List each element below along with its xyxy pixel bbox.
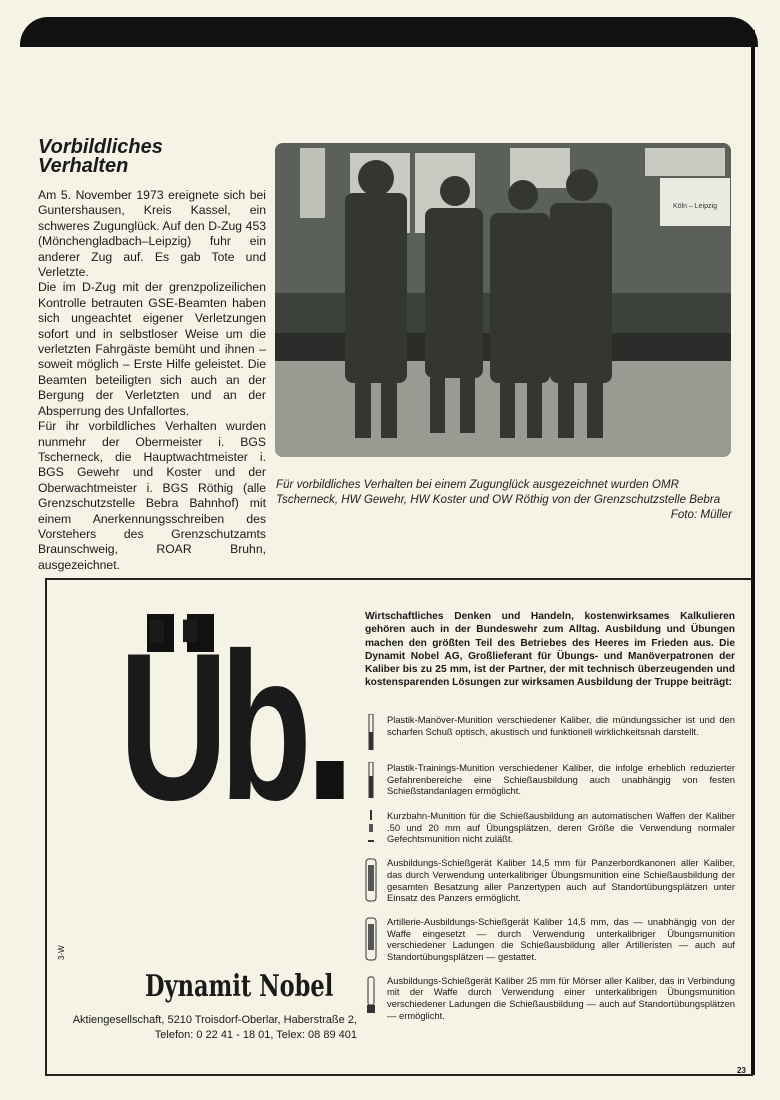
brand-logo: Dynamit Nobel [145,969,334,1004]
top-header-bar [20,17,758,47]
logo-period [316,761,343,799]
article-title: Vorbildliches Verhalten [38,136,163,177]
article-paragraph: Die im D-Zug mit der grenzpolizeilichen Kontrolle betrauten GSE-Beamten haben sich ungeachtet eigener Verletzungen sofort und in selbstloser Weise um die verletzten Fahrgäste bemüht und ihnen – soweit möglich – Erste Hilfe geleistet. Die Beamten beteiligten sich auch an der Bergung der Verletzten und an der Absperrung des Unfallortes. [38,280,266,418]
product-description: Kurzbahn-Munition für die Schießausbildung an automatischen Waffen der Kaliber .50 und 20 mm auf Übungsplätzen, deren Größe die Verwendung normaler Gefechtsmunition nicht zuläßt. [387,810,735,845]
ad-intro: Wirtschaftliches Denken und Handeln, kostenwirksames Kalkulieren gehören auch in der Bundeswehr zum Alltag. Ausbildung und Übungen machen den größten Teil des Betriebes des Heeres im Frieden aus. Die Dynamit Nobel AG, Großlieferant für Übungs- und Manöverpatronen der Kaliber bis zu 25 mm, ist der Partner, der mit technisch überzeugenden und kostensparenden Lösungen zur wirksamen Ausbildung der Truppe beiträgt: [365,611,735,689]
product-item [365,975,735,1022]
short-range-round-icon [365,810,377,845]
product-item [365,857,735,904]
company-address [52,1013,357,1043]
photo-officers-at-train [275,143,731,457]
dynamit-nobel-advertisement [45,578,753,1076]
photo-caption [276,477,732,522]
article-paragraph: Am 5. November 1973 ereignete sich bei Guntershausen, Kreis Kassel, ein schweres Zugunglück. Auf den D-Zug 453 (Mönchengladbach–Leipzig) fuhr ein anderer Zug auf. Es gab Tote und Verletzte. [38,188,266,280]
ad-code: 3-W [57,945,66,960]
contact-line: Telefon: 0 22 41 - 18 01, Telex: 08 89 401 [154,1029,357,1041]
training-device-icon [365,857,377,904]
product-list [365,714,735,1022]
product-description: Ausbildungs-Schießgerät Kaliber 25 mm für Mörser aller Kaliber, das in Verbindung mit der Waffe durch Verwendung einer unterkalibrigen Übungsmunition verschiedener Ladungen die Schießausbildung — auch auf Standortübungsplätzen — ermöglicht. [387,974,735,1021]
product-item [365,714,735,750]
ad-logo-ub [119,609,344,844]
product-item [365,762,735,798]
cartridge-icon [365,762,377,798]
mortar-device-icon [365,975,377,1022]
address-line: Aktiengesellschaft, 5210 Troisdorf-Oberlar, Haberstraße 2, [72,1014,357,1026]
cartridge-icon [365,714,377,750]
article-body [38,188,266,573]
product-description: Plastik-Trainings-Munition verschiedener Kaliber, die infolge erheblich reduzierter Gefahrenbereiche eine Schießausbildung auch unabhängig von festen Schießstandanlagen ermöglicht. [387,762,735,797]
training-device-icon [365,916,377,963]
product-description: Artillerie-Ausbildungs-Schießgerät Kaliber 14,5 mm, das — unabhängig von der Waffe eingesetzt — durch Verwendung unterkalibriger Übungsmunition verschiedener Ladungen die Schießausbildung aller Artilleristen — auch auf Standortübungsplätzen — gestattet. [387,915,735,963]
photo-credit: Foto: Müller [670,508,732,521]
train-destination-sign: Köln – Leipzig [673,203,717,210]
product-description: Plastik-Manöver-Munition verschiedener Kaliber, die mündungssicher ist und den scharfen Schuß optisch, akustisch und funktionell wirklichkeitsnah darstellt. [387,714,735,737]
article-paragraph: Für ihr vorbildliches Verhalten wurden nunmehr der Obermeister i. BGS Tscherneck, die Hauptwachtmeister i. BGS Gewehr und Koster und der Oberwachtmeister i. BGS Röthig (alle Grenzschutzstelle Bebra Bahnhof) mit einem Anerkennungsschreiben des Vorstehers des Grenzschutzamts Braunschweig, ROAR Bruhn, ausgezeichnet. [38,419,266,572]
ad-logo-text: Üb [119,609,304,844]
page-number: 23 [737,1066,746,1075]
product-description: Ausbildungs-Schießgerät Kaliber 14,5 mm für Panzerbordkanonen aller Kaliber, das durch Verwendung unterkalibriger Übungsmunition eine Schießausbildung der gesamten Besatzung aller Panzertypen auch auf Standortübungsplätzen unter Einsatz des Panzers ermöglicht. [387,857,735,904]
product-item [365,916,735,963]
caption-text: Für vorbildliches Verhalten bei einem Zugunglück ausgezeichnet wurden OMR Tscherneck, HW Gewehr, HW Koster und OW Röthig von der Grenzschutzstelle Bebra [276,478,721,506]
product-item [365,810,735,845]
